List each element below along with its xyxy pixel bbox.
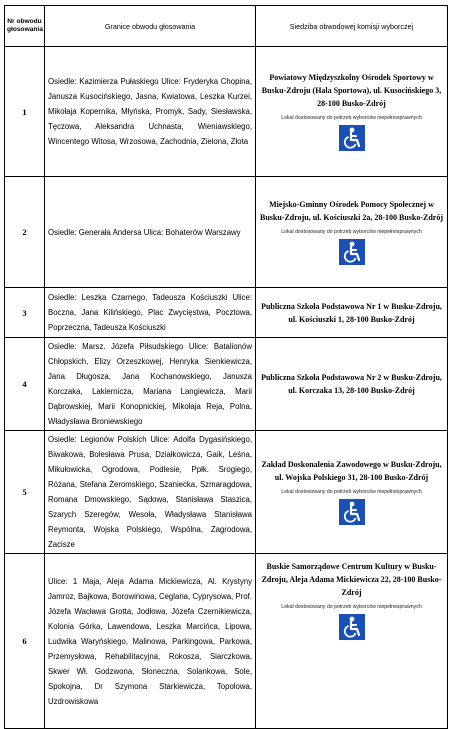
commission-seat (256, 554, 448, 729)
district-boundaries: Osiedle: Legionów Polskich Ulice: Adolfa Dygasińskiego, Biwakowa, Bolesława Prusa, Działkowicza, Gaik, Leśna, Mikułowicka, Ogrodowa, Podlesie, Ppłk. Srogiego, Różana, Stefana Żeromskiego, Szaniecka, Szmaragdowa, Romana Dmowskiego, Sądowa, Stanisława Staszica, Szarych Szeregów, Wesoła, Władysława Stanisława Reymonta, Wojska Polskiego, Wspólna, Zagrodowa, Zacisze (45, 431, 256, 554)
district-number: 3 (5, 288, 45, 338)
wheelchair-icon (339, 614, 365, 640)
table-row (5, 47, 448, 177)
commission-seat-name: Buskie Samorządowe Centrum Kultury w Busku-Zdroju, Aleja Adama Mickiewicza 22, 28-100 Busko-Zdrój (261, 562, 442, 597)
district-number: 5 (5, 431, 45, 554)
commission-seat (256, 47, 448, 177)
wheelchair-icon (339, 125, 365, 151)
commission-seat (256, 288, 448, 338)
district-number: 2 (5, 177, 45, 288)
district-number: 4 (5, 338, 45, 431)
accessibility-note: Lokal dostosowany do potrzeb wyborców niepełnosprawnych (281, 488, 422, 495)
voting-districts-table (4, 5, 448, 729)
commission-seat-name: Publiczna Szkoła Podstawowa Nr 2 w Busku-Zdroju, ul. Korczaka 13, 28-100 Busko-Zdrój (261, 373, 442, 395)
document-page (4, 5, 447, 729)
table-header-row (5, 6, 448, 47)
district-number: 6 (5, 554, 45, 729)
accessibility-note: Lokal dostosowany do potrzeb wyborców niepełnosprawnych (281, 604, 422, 610)
commission-seat-name: Miejsko-Gminny Ośrodek Pomocy Społecznej w Busku-Zdroju, ul. Kościuszki 2a, 28-100 Busko-Zdrój (259, 199, 443, 222)
commission-seat-name: Powiatowy Międzyszkolny Ośrodek Sportowy w Busku-Zdroju (Hala Sportowa), ul. Kusocińskiego 3, 28-100 Busko-Zdrój (261, 72, 442, 108)
wheelchair-icon (339, 239, 365, 265)
commission-seat-name: Zakład Doskonalenia Zawodowego w Busku-Zdroju, ul. Wojska Polskiego 31, 28-100 Busko-Zdrój (261, 459, 442, 482)
table-row (5, 431, 448, 554)
accessibility-note: Lokal dostosowany do potrzeb wyborców niepełnosprawnych (281, 228, 422, 235)
header-district-boundaries: Granice obwodu głosowania (45, 6, 256, 47)
table-row (5, 554, 448, 729)
wheelchair-icon (339, 499, 365, 525)
accessibility-note: Lokal dostosowany do potrzeb wyborców niepełnosprawnych (281, 114, 422, 121)
commission-seat (256, 431, 448, 554)
district-boundaries: Osiedle: Marsz. Józefa Piłsudskiego Ulice: Batalionów Chłopskich, Elizy Orzeszkowej, Henryka Sienkiewicza, Jana Długosza, Jana Kochanowskiego, Janusza Korczaka, Lakiernicza, Mariana Langiewicza, Marii Dąbrowskiej, Marii Konopnickiej, Mikołaja Reja, Polna, Władysława Broniewskiego (45, 338, 256, 431)
district-boundaries: Osiedle: Kazimierza Pułaskiego Ulice: Fryderyka Chopina, Janusza Kusocińskiego, Jasna, Kwiatowa, Leszka Kurzei, Mikołaja Kopernika, Młyńska, Promyk, Sady, Siesławska, Tęczowa, Aleksandra Uchnasta, Wieniawskiego, Wincentego Witosa, Wrzosowa, Zachodnia, Zielona, Złota (45, 47, 256, 177)
district-boundaries: Osiedle: Leszka Czarnego, Tadeusza Kościuszki Ulice: Boczna, Jana Kilińskiego, Plac Zwycięstwa, Pocztowa, Poprzeczna, Tadeusza Kościuszki (45, 288, 256, 338)
district-number: 1 (5, 47, 45, 177)
table-row (5, 177, 448, 288)
commission-seat (256, 338, 448, 431)
header-district-number: Nr obwodu głosowania (5, 6, 45, 47)
header-commission-seat: Siedziba obwodowej komisji wyborczej (256, 6, 448, 47)
table-row (5, 338, 448, 431)
table-row (5, 288, 448, 338)
district-boundaries: Ulice: 1 Maja, Aleja Adama Mickiewicza, Al. Krystyny Jamroz, Bajkowa, Borowinowa, Ceglana, Cyprysowa, Prof. Józefa Wacława Grotta, Jodłowa, Józefa Czernikiewicza, Kolonia Górka, Lawendowa, Leszka Marcińca, Lipowa, Ludwika Waryńskiego, Malinowa, Parkingowa, Parkowa, Przemysłowa, Rehabilitacyjna, Rokosza, Siarczkowa, Skwer Wł. Godzwona, Słoneczna, Solankowa, Sole, Spokojna, Dr Szymona Starkiewicza, Topolowa, Uzdrowiskowa (45, 554, 256, 729)
district-boundaries: Osiedle: Generała Andersa Ulica: Bohaterów Warszawy (45, 177, 256, 288)
commission-seat (256, 177, 448, 288)
commission-seat-name: Publiczna Szkoła Podstawowa Nr 1 w Busku-Zdroju, ul. Kościuszki 1, 28-100 Busko-Zdrój (261, 301, 442, 324)
